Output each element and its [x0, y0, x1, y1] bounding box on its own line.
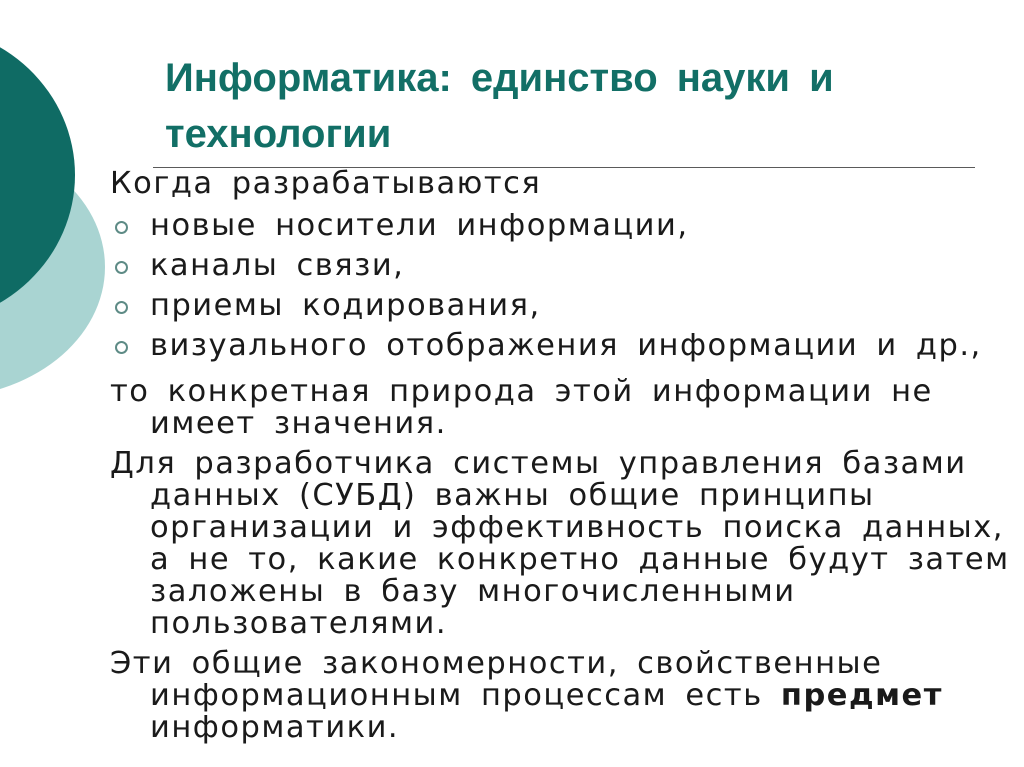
slide-title: Информатика: единство науки и технологии [165, 56, 834, 156]
bullet-circle-icon [115, 221, 128, 234]
intro-text: Когда разрабатываются [110, 166, 542, 201]
paragraph-subject-text: Эти общие закономерности, свойственные информационным процессам есть [110, 646, 883, 713]
slide-body [110, 168, 1015, 744]
bullet-item [110, 290, 1015, 330]
paragraph-dbms: Для разработчика системы управления базами данных (СУБД) важны общие принципы организации и эффективность поиска данных, а не то, какие конкретно данные будут затем заложены в базу многочисленными пользователями. [110, 446, 1010, 641]
bullet-text: каналы связи, [150, 248, 405, 283]
bullet-item [110, 250, 1015, 290]
bullet-text: новые носители информации, [150, 208, 689, 243]
bullet-circle-icon [115, 341, 128, 354]
bullet-circle-icon [115, 261, 128, 274]
paragraph-subject [110, 648, 1015, 744]
bullet-item [110, 330, 1015, 370]
emphasis-subject: предмет [780, 678, 943, 713]
bullet-list [110, 210, 1015, 370]
bullet-item [110, 210, 1015, 250]
paragraph-nature: то конкретная природа этой информации не имеет значения. [110, 374, 933, 441]
bullet-text: приемы кодирования, [150, 288, 541, 323]
paragraph-subject-end: информатики. [150, 710, 400, 745]
bullet-circle-icon [115, 301, 128, 314]
bullet-text: визуального отображения информации и др., [150, 328, 982, 363]
